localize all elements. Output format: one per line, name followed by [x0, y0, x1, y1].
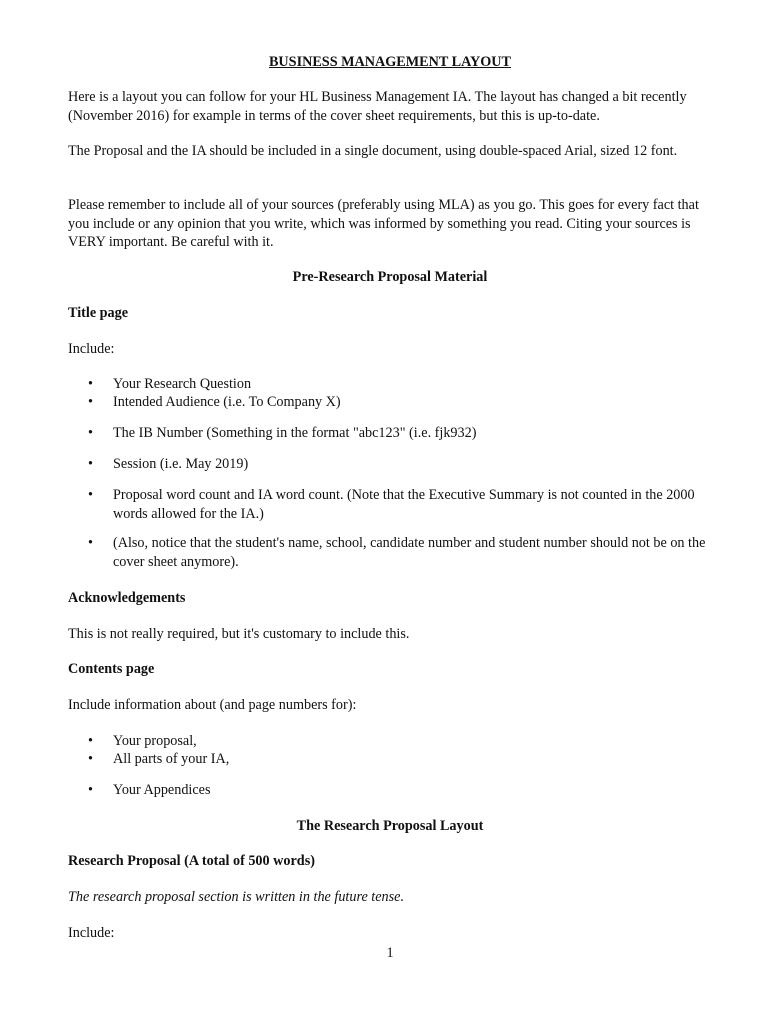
list-item-text: The IB Number (Something in the format "abc123" (i.e. fjk932) — [113, 425, 477, 441]
bullet-icon: • — [88, 394, 93, 410]
contents-page-text: Include information about (and page numbers for): — [68, 697, 357, 713]
list-item-text: Your proposal, — [113, 733, 197, 749]
bullet-icon: • — [88, 487, 93, 503]
section-heading-research-layout: The Research Proposal Layout — [296, 818, 484, 834]
list-item-text: Proposal word count and IA word count. (Note that the Executive Summary is not counted in the 2000 words allowed for the IA.) — [113, 487, 695, 522]
list-item-text: Intended Audience (i.e. To Company X) — [113, 394, 341, 410]
list-item-text: Session (i.e. May 2019) — [113, 456, 249, 472]
list-item-text: (Also, notice that the student's name, school, candidate number and student number should not be on the cover sheet anymore). — [113, 535, 706, 570]
bullet-icon: • — [88, 535, 93, 551]
intro-paragraph-2: The Proposal and the IA should be included in a single document, using double-spaced Arial, sized 12 font. — [68, 143, 678, 159]
title-page-heading: Title page — [68, 305, 129, 321]
page-number: 1 — [386, 945, 394, 961]
title-page-include-label: Include: — [68, 341, 115, 357]
intro-paragraph-1: Here is a layout you can follow for your HL Business Management IA. The layout has changed a bit recently (November 2016) for example in terms of the cover sheet requirements, but this is up-to-date. — [68, 89, 687, 124]
research-proposal-heading: Research Proposal (A total of 500 words) — [68, 853, 315, 869]
bullet-icon: • — [88, 751, 93, 767]
list-item-text: Your Appendices — [113, 782, 211, 798]
contents-page-heading: Contents page — [68, 661, 155, 677]
bullet-icon: • — [88, 425, 93, 441]
bullet-icon: • — [88, 733, 93, 749]
acknowledgements-heading: Acknowledgements — [68, 590, 186, 606]
acknowledgements-text: This is not really required, but it's customary to include this. — [68, 626, 410, 642]
research-proposal-include-label: Include: — [68, 925, 115, 941]
bullet-icon: • — [88, 782, 93, 798]
list-item-text: All parts of your IA, — [113, 751, 230, 767]
intro-paragraph-3: Please remember to include all of your sources (preferably using MLA) as you go. This goes for every fact that you include or any opinion that you write, which was informed by something you read. Citing your sources is VERY important. Be careful with it. — [68, 197, 699, 250]
bullet-icon: • — [88, 376, 93, 392]
document-title: BUSINESS MANAGEMENT LAYOUT — [268, 54, 512, 70]
bullet-icon: • — [88, 456, 93, 472]
list-item-text: Your Research Question — [113, 376, 252, 392]
section-heading-pre-research: Pre-Research Proposal Material — [292, 269, 488, 285]
research-proposal-note: The research proposal section is written in the future tense. — [68, 889, 404, 905]
